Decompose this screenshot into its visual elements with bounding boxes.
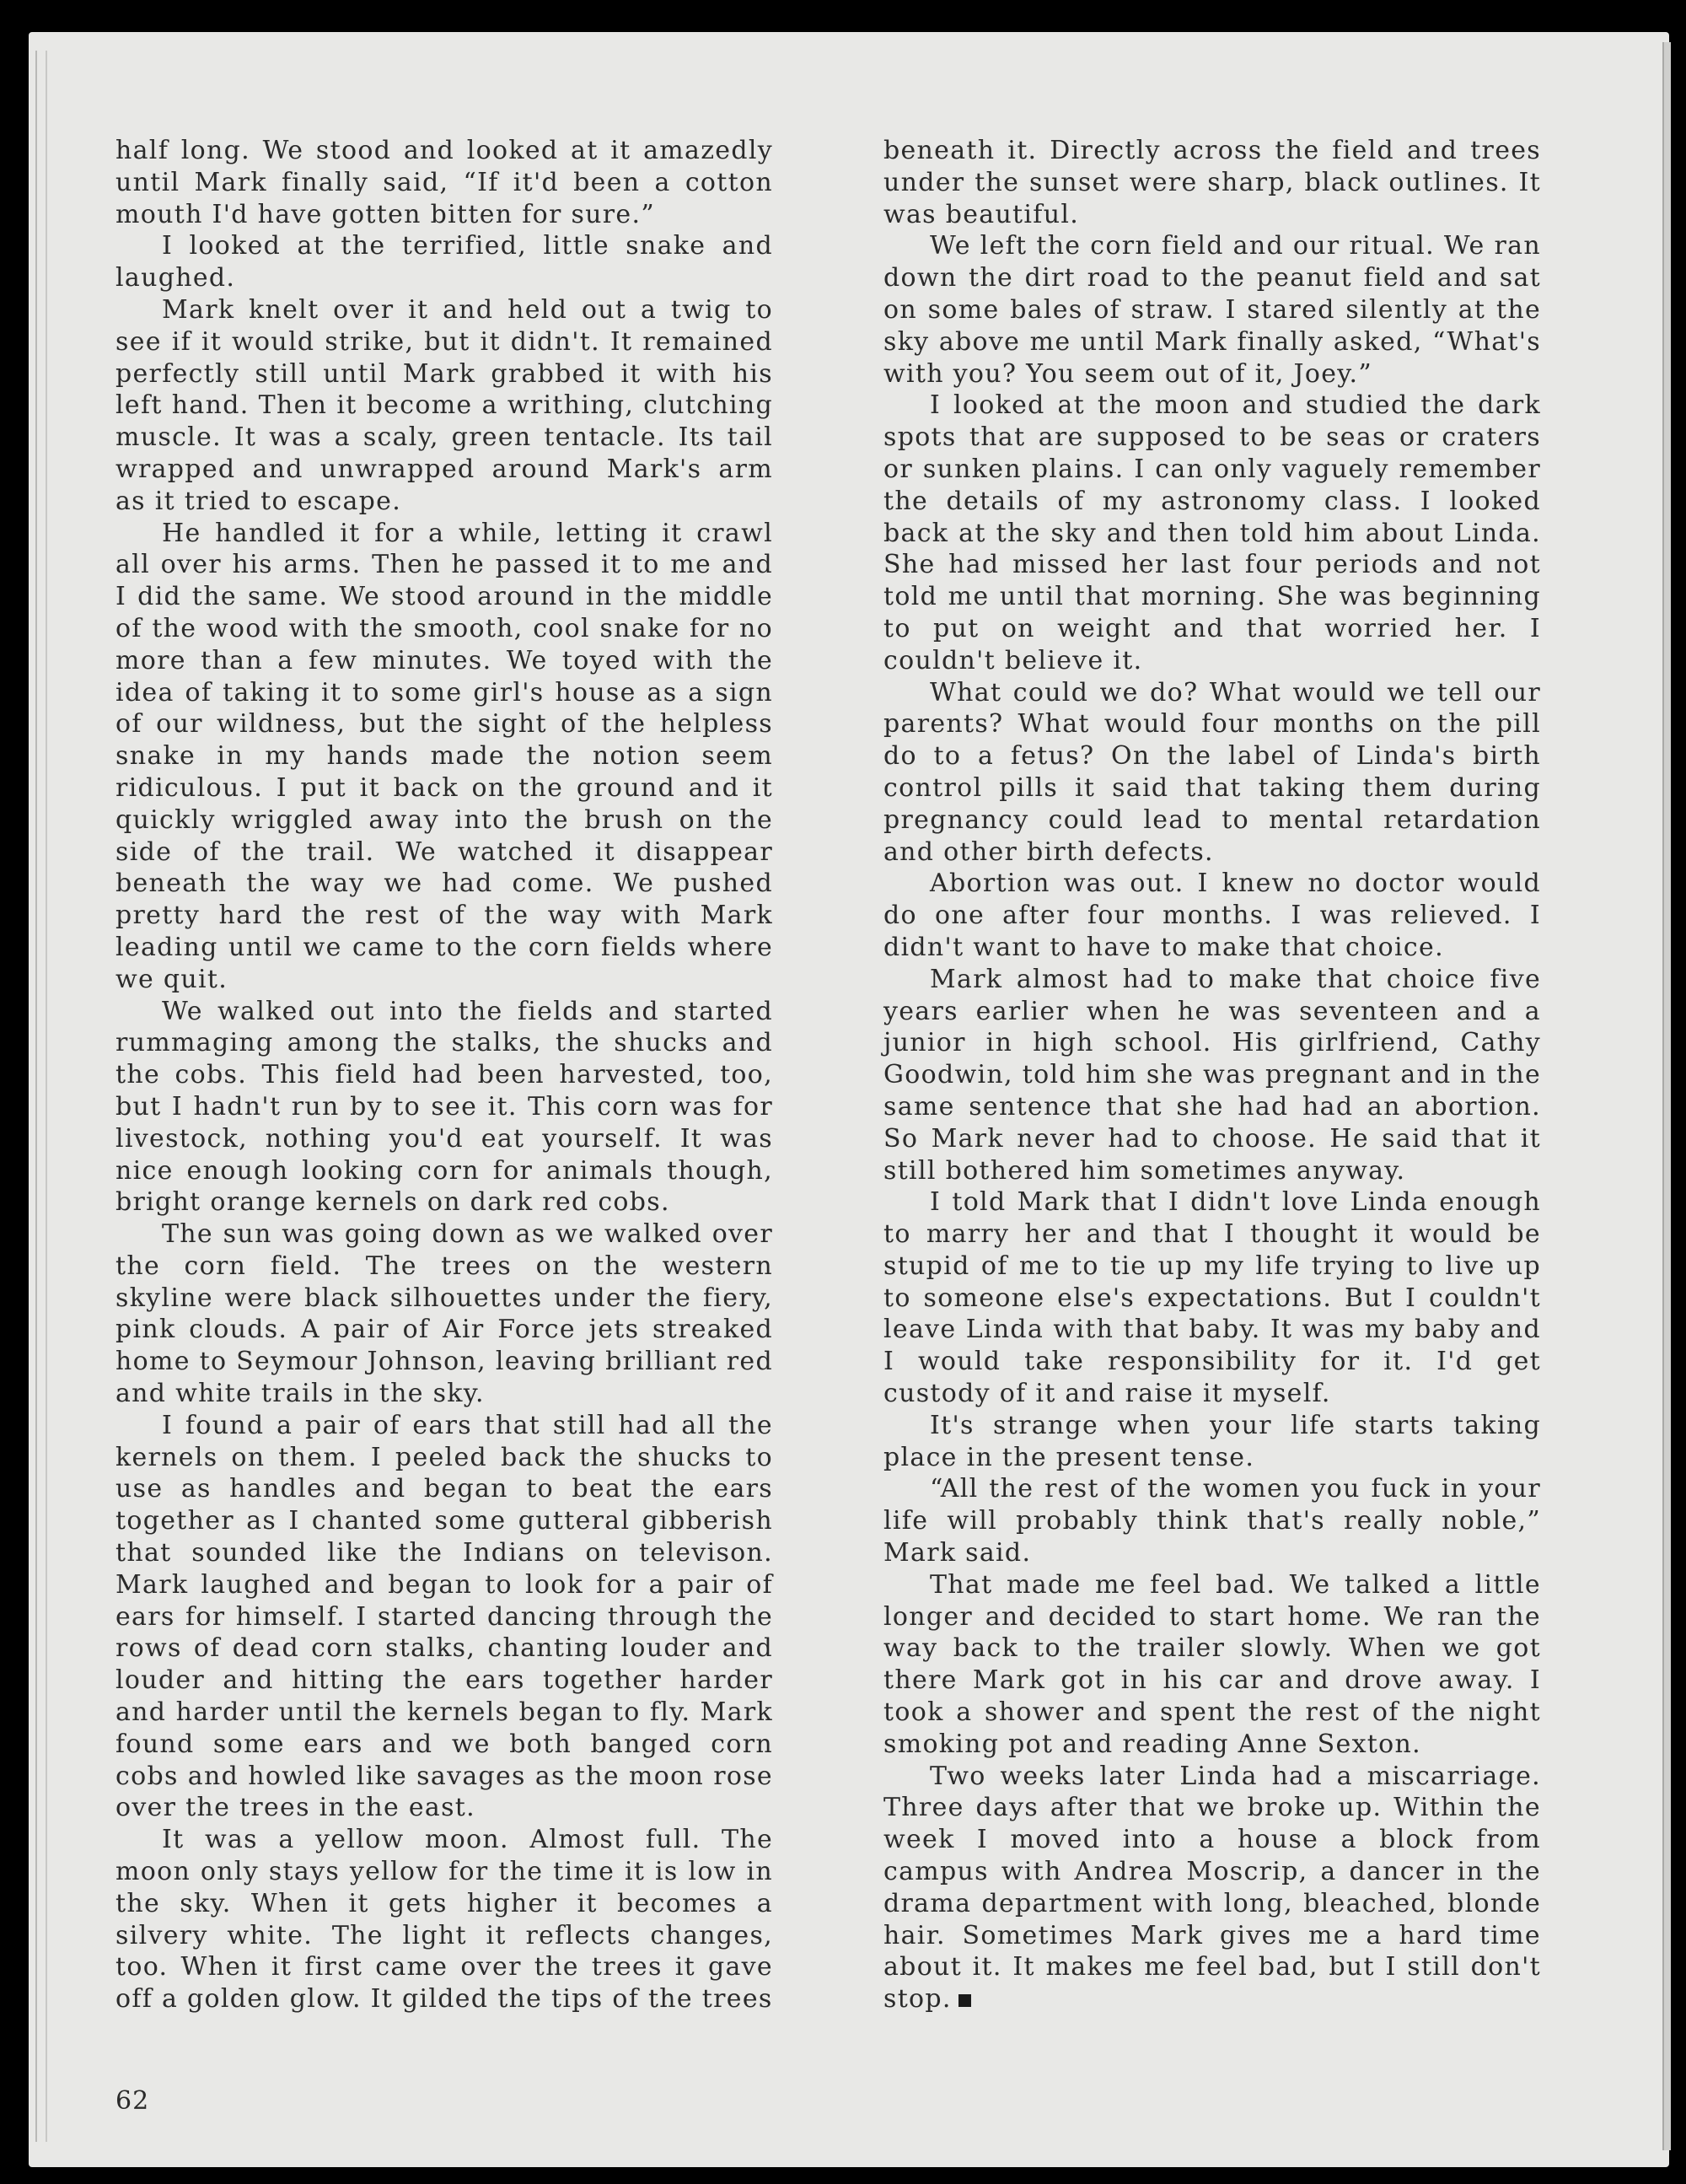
paragraph: We left the corn field and our ritual. We ran down the dirt road to the peanut field and sat on some bales of straw. I stared silently at the sky above me until Mark finally asked, “What's with you? You seem out of it, Joey.” [883,231,1541,389]
paragraph: It's strange when your life starts taking place in the present tense. [883,1410,1541,1472]
last-paragraph [883,1761,1541,2015]
paragraph: beneath it. Directly across the field and trees under the sunset were sharp, black outlines. It was beautiful. [883,136,1541,229]
last-paragraph-text: Two weeks later Linda had a miscarriage. Three days after that we broke up. Within the week I moved into a house a block from campus with Andrea Moscrip, a dancer in the drama department with long, bleached, blonde hair. Sometimes Mark gives me a hard time about it. It makes me feel bad, but I still don't stop. [883,1761,1541,2015]
paragraph: I found a pair of ears that still had all the kernels on them. I peeled back the shucks to use as handles and began to beat the ears together as I chanted some gutteral gibberish that sounded like the Indians on televison. Mark laughed and began to look for a pair of ears for himself. I started dancing through the rows of dead corn stalks, chanting louder and louder and hitting the ears together harder and harder until the kernels began to fly. Mark found some ears and we both banged corn cobs and howled like savages as the moon rose over the trees in the east. [115,1410,773,1823]
paragraph: It was a yellow moon. Almost full. The moon only stays yellow for the time it is low in the sky. When it gets higher it becomes a silvery white. The light it reflects changes, too. When it first came over the trees it gave off a golden glow. It gilded the tips of the trees [115,1825,773,2015]
paragraph: I told Mark that I didn't love Linda enough to marry her and that I thought it would be stupid of me to tie up my life trying to live up to someone else's expectations. But I couldn't leave Linda with that baby. It was my baby and I would take responsibility for it. I'd get custody of it and raise it myself. [883,1187,1541,1409]
paragraph: I looked at the moon and studied the dark spots that are supposed to be seas or craters or sunken plains. I can only vaguely remember the details of my astronomy class. I looked back at the sky and then told him about Linda. She had missed her last four periods and not told me until that morning. She was beginning to put on weight and that worried her. I couldn't believe it. [883,390,1541,675]
paragraph: Mark almost had to make that choice five years earlier when he was seventeen and a junior in high school. His girlfriend, Cathy Goodwin, told him she was pregnant and in the same sentence that she had had an abortion. So Mark never had to choose. He said that it still bothered him sometimes anyway. [883,964,1541,1186]
right-text-column [883,135,1541,2015]
page-number: 62 [115,2086,150,2116]
paragraph: I looked at the terrified, little snake and laughed. [115,231,773,293]
left-text-column [115,135,773,2015]
paragraph: He handled it for a while, letting it crawl all over his arms. Then he passed it to me and I did the same. We stood around in the middle of the wood with the smooth, cool snake for no more than a few minutes. We toyed with the idea of taking it to some girl's house as a sign of our wildness, but the sight of the helpless snake in my hands made the notion seem ridiculous. I put it back on the ground and it quickly wriggled away into the brush on the side of the trail. We watched it disappear beneath the way we had come. We pushed pretty hard the rest of the way with Mark leading until we came to the corn fields where we quit. [115,518,773,994]
paragraph: half long. We stood and looked at it amazedly until Mark finally said, “If it'd been a cotton mouth I'd have gotten bitten for sure.” [115,136,773,229]
page-edge-right [1662,42,1671,2150]
paragraph: Mark knelt over it and held out a twig to see if it would strike, but it didn't. It remained perfectly still until Mark grabbed it with his left hand. Then it become a writhing, clutching muscle. It was a scaly, green tentacle. Its tail wrapped and unwrapped around Mark's arm as it tried to escape. [115,294,773,516]
page-edge-left [35,51,47,2142]
paragraph: Abortion was out. I knew no doctor would do one after four months. I was relieved. I didn't want to have to make that choice. [883,869,1541,962]
paragraph: What could we do? What would we tell our parents? What would four months on the pill do to a fetus? On the label of Linda's birth control pills it said that taking them during pregnancy could lead to mental retardation and other birth defects. [883,677,1541,867]
end-of-story-mark [958,1994,971,2007]
paragraph: “All the rest of the women you fuck in your life will probably think that's really noble,” Mark said. [883,1474,1541,1568]
paragraph: We walked out into the fields and started rummaging among the stalks, the shucks and the cobs. This field had been harvested, too, but I hadn't run by to see it. This corn was for livestock, nothing you'd eat yourself. It was nice enough looking corn for animals though, bright orange kernels on dark red cobs. [115,996,773,1218]
paragraph: That made me feel bad. We talked a little longer and decided to start home. We ran the way back to the trailer slowly. When we got there Mark got in his car and drove away. I took a shower and spent the rest of the night smoking pot and reading Anne Sexton. [883,1569,1541,1759]
paragraph: The sun was going down as we walked over the corn field. The trees on the western skyline were black silhouettes under the fiery, pink clouds. A pair of Air Force jets streaked home to Seymour Johnson, leaving brilliant red and white trails in the sky. [115,1219,773,1409]
